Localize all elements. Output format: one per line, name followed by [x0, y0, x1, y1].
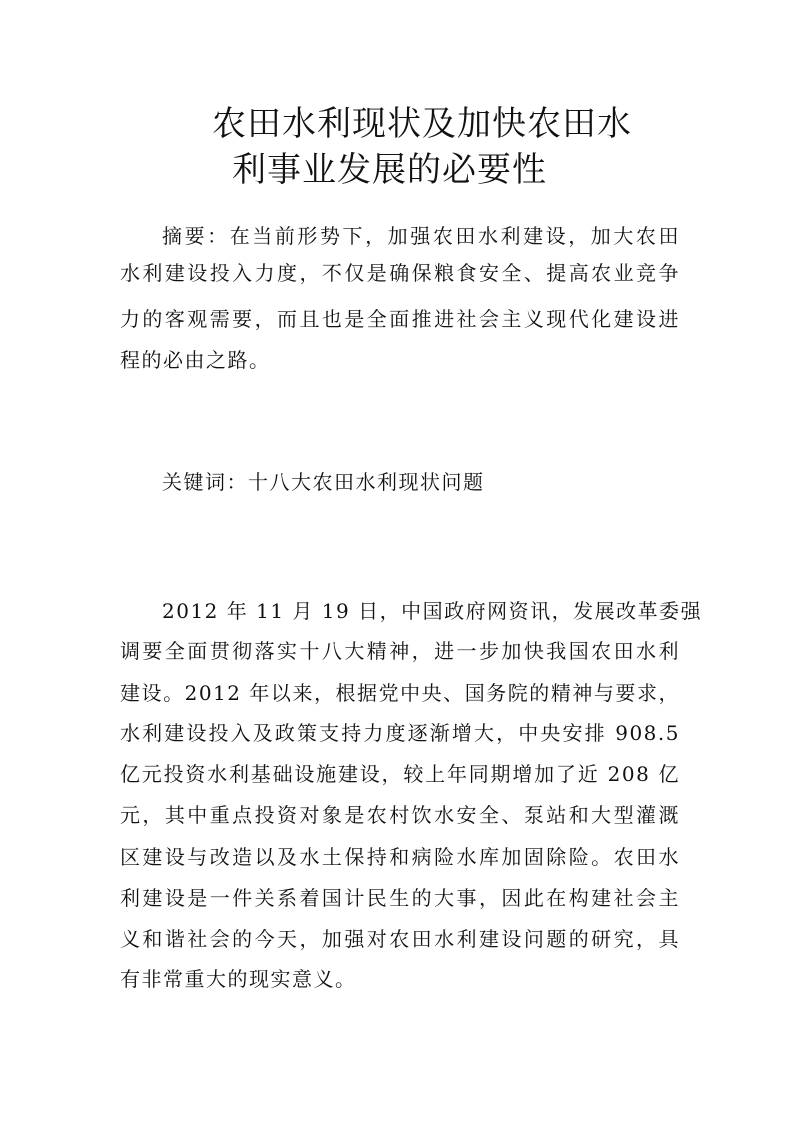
abstract-line: 力的客观需要，而且也是全面推进社会主义现代化建设进 [120, 307, 680, 331]
keywords: 关键词：十八大农田水利现状问题 [162, 470, 485, 494]
document-title-line-1: 农田水利现状及加快农田水 [212, 104, 632, 144]
body-line: 调要全面贯彻落实十八大精神，进一步加快我国农田水利 [120, 639, 680, 663]
abstract-line: 摘要：在当前形势下，加强农田水利建设，加大农田 [162, 224, 680, 248]
body-line: 亿元投资水利基础设施建设，较上年同期增加了近 208 亿 [120, 762, 680, 786]
body-line: 建设。2012 年以来，根据党中央、国务院的精神与要求， [120, 681, 680, 705]
body-line: 区建设与改造以及水土保持和病险水库加固除险。农田水 [120, 845, 680, 869]
abstract-line: 程的必由之路。 [120, 348, 271, 372]
body-line: 元，其中重点投资对象是农村饮水安全、泵站和大型灌溉 [120, 803, 680, 827]
body-line: 义和谐社会的今天，加强对农田水利建设问题的研究，具 [120, 927, 680, 951]
document-title-line-2: 利事业发展的必要性 [232, 150, 547, 190]
body-line: 有非常重大的现实意义。 [120, 967, 357, 991]
body-line: 2012 年 11 月 19 日，中国政府网资讯，发展改革委强 [162, 599, 703, 623]
body-line: 水利建设投入及政策支持力度逐渐增大，中央安排 908.5 [120, 721, 680, 745]
abstract-line: 水利建设投入力度，不仅是确保粮食安全、提高农业竞争 [120, 261, 680, 285]
body-line: 利建设是一件关系着国计民生的大事，因此在构建社会主 [120, 886, 680, 910]
